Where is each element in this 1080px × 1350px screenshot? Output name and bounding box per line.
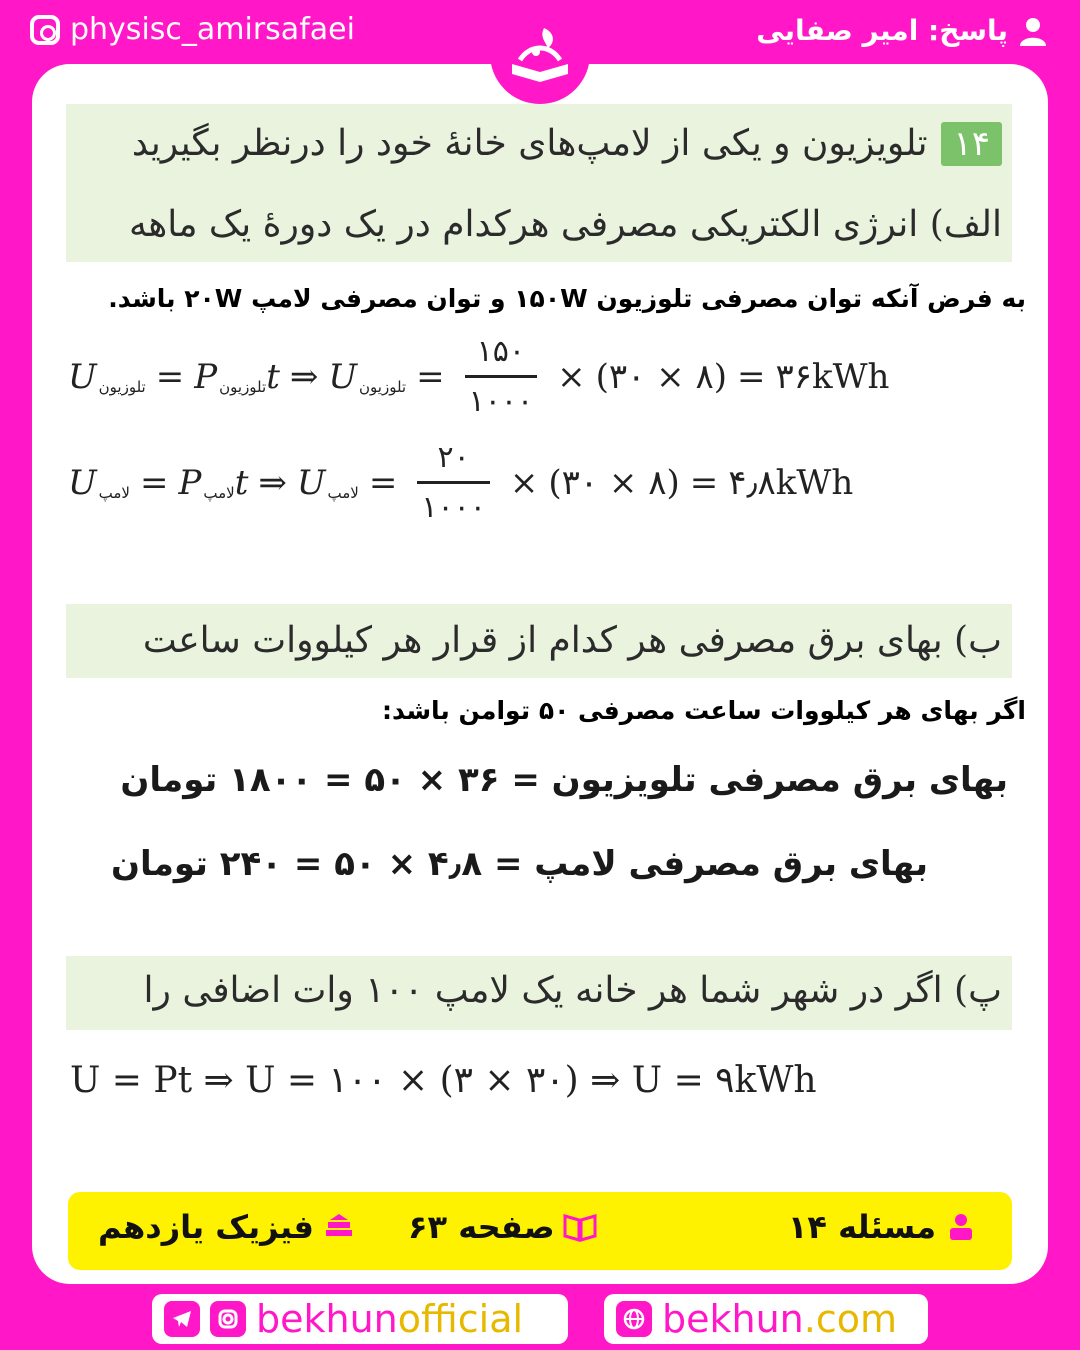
user-icon [1018,16,1048,46]
books-stack-icon [322,1212,356,1242]
question-c-line: پ) اگر در شهر شما هر خانه یک لامپ ۱۰۰ وات اضافی را [143,970,1002,1011]
brand-logo [490,4,590,104]
question-a-line1: ۱۴تلویزیون و یکی از لامپ‌های خانهٔ خود را درنظر بگیرید [132,122,1002,166]
question-number: ۱۴ [941,122,1002,166]
website-pill[interactable] [604,1294,928,1344]
instagram-icon [210,1301,246,1337]
social-pill[interactable] [152,1294,568,1344]
brand-handle: bekhunofficial [256,1297,524,1341]
equation-tv: U تلوزیون = P تلوزیون t ⇒ U تلوزیون = $\frac{۱۵۰}{۱۰۰۰}$ × (۳۰ × ۸) = ۳۶kWh [68,334,890,419]
answer-b-assumption: اگر بهای هر کیلووات ساعت مصرفی ۵۰ توامن باشد: [382,696,1026,725]
instagram-handle: physisc_amirsafaei [70,12,355,47]
cost-lamp: بهای برق مصرفی لامپ = ۴٫۸ × ۵۰ = ۲۴۰ تومان [111,844,928,884]
open-book-icon [563,1212,597,1242]
answer-author [756,14,1048,47]
answer-a-assumption: به فرض آنکه توان مصرفی تلوزیون ۱۵۰W و توان مصرفی لامپ ۲۰W باشد. [108,284,1026,313]
question-c-box [66,956,1012,1030]
bottom-bar [0,1286,1080,1350]
question-b-line: ب) بهای برق مصرفی هر کدام از قرار هر کیلووات ساعت [142,620,1002,661]
equation-lamp: U لامپ = P لامپ t ⇒ U لامپ = $\frac{۲۰}{۱۰۰۰}$ × (۳۰ × ۸) = ۴٫۸kWh [68,440,854,525]
book-logo-icon [500,14,580,94]
website-url: bekhun.com [662,1297,898,1341]
question-a-line2: الف) انرژی الکتریکی مصرفی هرکدام در یک دورهٔ یک ماهه [128,204,1002,245]
teacher-icon [944,1212,978,1242]
answer-author-text: پاسخ: امیر صفایی [756,14,1008,47]
instagram-handle-link[interactable] [30,12,355,47]
cost-tv: بهای برق مصرفی تلویزیون = ۳۶ × ۵۰ = ۱۸۰۰ تومان [120,760,1008,800]
footer-problem: مسئله ۱۴ [788,1208,978,1246]
instagram-icon [30,15,60,45]
equation-extra-lamp: U = Pt ⇒ U = ۱۰۰ × (۳ × ۳۰) ⇒ U = ۹kWh [70,1060,817,1101]
footer-page: صفحه ۶۳ [408,1208,597,1246]
telegram-icon [164,1301,200,1337]
footer-book: فیزیک یازدهم [98,1208,356,1246]
footer-info-bar [68,1192,1012,1270]
question-a-box [66,104,1012,262]
content-card [32,64,1048,1284]
globe-icon [616,1301,652,1337]
question-b-box [66,604,1012,678]
